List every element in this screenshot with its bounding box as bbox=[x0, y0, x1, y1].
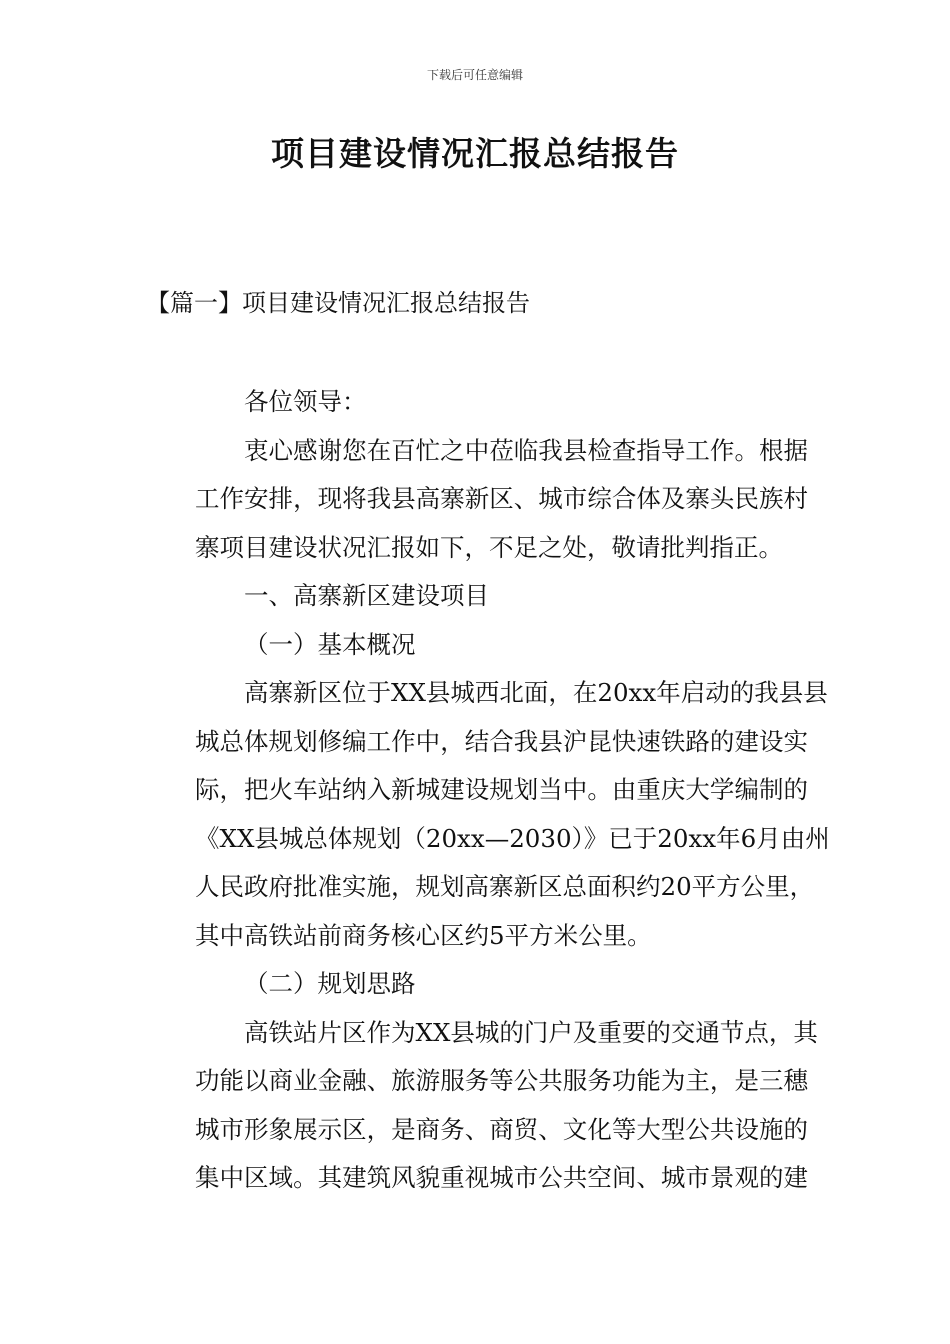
text-line: 其中高铁站前商务核心区约5平方米公里。 bbox=[195, 920, 652, 950]
text-line: 工作安排，现将我县高寨新区、城市综合体及寨头民族村 bbox=[195, 484, 808, 513]
text-line: 《XX县城总体规划（20xx—2030）》已于20xx年6月由州 bbox=[195, 823, 830, 853]
paragraph-subheading-2 bbox=[146, 960, 808, 1009]
text-line: 各位领导： bbox=[244, 387, 367, 416]
text-line: 城总体规划修编工作中，结合我县沪昆快速铁路的建设实 bbox=[195, 726, 808, 756]
section-heading: 【篇一】项目建设情况汇报总结报告 bbox=[146, 289, 530, 317]
paragraph-planning bbox=[146, 1009, 818, 1203]
paragraph-subheading-1 bbox=[146, 621, 808, 670]
text-line: 高铁站片区作为XX县城的门户及重要的交通节点，其 bbox=[244, 1017, 818, 1047]
text-line: 际，把火车站纳入新城建设规划当中。由重庆大学编制的 bbox=[195, 775, 808, 804]
text-line: 衷心感谢您在百忙之中莅临我县检查指导工作。根据 bbox=[244, 435, 808, 465]
paragraph-intro bbox=[146, 427, 808, 573]
text-line: 高寨新区位于XX县城西北面，在20xx年启动的我县县 bbox=[244, 678, 828, 707]
text-line: 寨项目建设状况汇报如下，不足之处，敬请批判指正。 bbox=[195, 532, 783, 562]
text-line: 功能以商业金融、旅游服务等公共服务功能为主，是三穗 bbox=[195, 1066, 808, 1095]
text-line: 集中区域。其建筑风貌重视城市公共空间、城市景观的建 bbox=[195, 1163, 808, 1192]
text-line: （一）基本概况 bbox=[244, 629, 416, 659]
document-body bbox=[146, 378, 830, 1203]
text-line: 人民政府批准实施，规划高寨新区总面积约20平方公里， bbox=[195, 872, 815, 901]
text-line: （二）规划思路 bbox=[244, 969, 416, 998]
header-note: 下载后可任意编辑 bbox=[426, 68, 523, 82]
document-title: 项目建设情况汇报总结报告 bbox=[271, 134, 679, 173]
text-line: 一、高寨新区建设项目 bbox=[244, 581, 489, 610]
paragraph-heading-1 bbox=[146, 572, 808, 621]
paragraph-salutation bbox=[146, 378, 808, 427]
text-line: 城市形象展示区，是商务、商贸、文化等大型公共设施的 bbox=[195, 1114, 808, 1144]
paragraph-overview bbox=[146, 669, 830, 960]
